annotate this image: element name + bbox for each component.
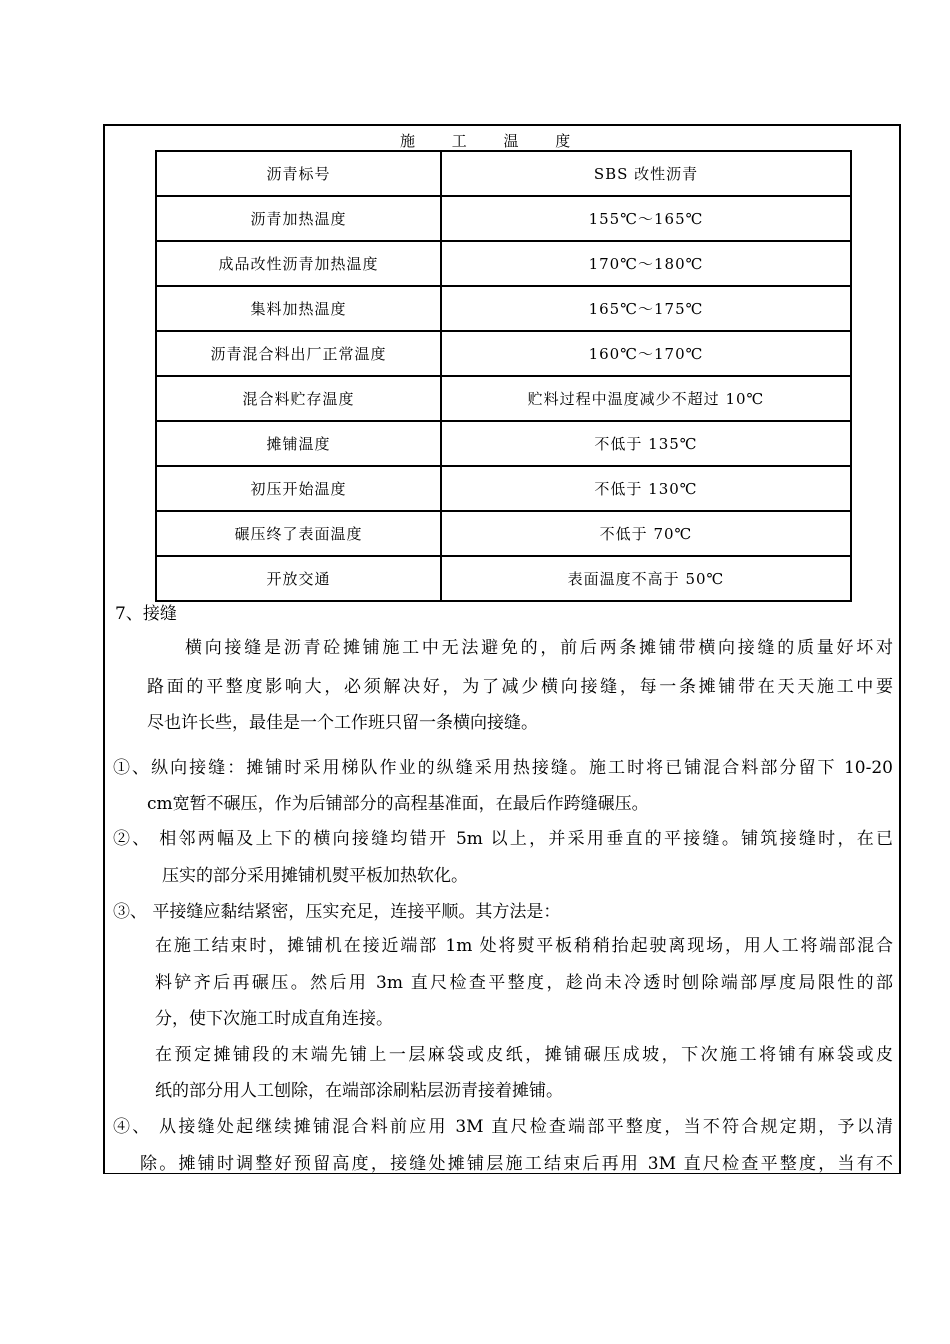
temperature-row [156, 286, 851, 331]
item-2-line: ②、 相邻两幅及上下的横向接缝均错开 5m 以上，并采用垂直的平接缝。铺筑接缝时，在已 [113, 829, 893, 849]
row-value: 不低于 135℃ [441, 421, 851, 466]
row-value: SBS 改性沥青 [441, 151, 851, 196]
row-value: 贮料过程中温度减少不超过 10℃ [441, 376, 851, 421]
intro-line: 尽也许长些，最佳是一个工作班只留一条横向接缝。 [147, 713, 538, 733]
temperature-row [156, 376, 851, 421]
temperature-row [156, 331, 851, 376]
table-caption: 施 工 温 度 [400, 132, 587, 150]
row-value: 170℃～180℃ [441, 241, 851, 286]
row-label: 沥青混合料出厂正常温度 [156, 331, 441, 376]
temperature-row [156, 421, 851, 466]
intro-line: 路面的平整度影响大，必须解决好，为了减少横向接缝，每一条摊铺带在天天施工中要 [147, 677, 893, 697]
row-label: 成品改性沥青加热温度 [156, 241, 441, 286]
row-value: 不低于 130℃ [441, 466, 851, 511]
item-3-line: 分，使下次施工时成直角连接。 [155, 1009, 393, 1029]
row-label: 混合料贮存温度 [156, 376, 441, 421]
intro-line: 横向接缝是沥青砼摊铺施工中无法避免的，前后两条摊铺带横向接缝的质量好坏对 [185, 638, 893, 658]
temperature-row [156, 151, 851, 196]
row-label: 碾压终了表面温度 [156, 511, 441, 556]
item-3-line: ③、 平接缝应黏结紧密，压实充足，连接平顺。其方法是： [113, 902, 561, 922]
row-value: 165℃～175℃ [441, 286, 851, 331]
row-label: 初压开始温度 [156, 466, 441, 511]
row-label: 集料加热温度 [156, 286, 441, 331]
temperature-row [156, 241, 851, 286]
temperature-row [156, 466, 851, 511]
item-1-line: cm宽暂不碾压，作为后铺部分的高程基准面，在最后作跨缝碾压。 [147, 794, 649, 814]
item-3-line: 纸的部分用人工刨除，在端部涂刷粘层沥青接着摊铺。 [155, 1081, 563, 1101]
temperature-table [155, 150, 852, 602]
row-label: 摊铺温度 [156, 421, 441, 466]
item-4-line: 除。摊铺时调整好预留高度，接缝处摊铺层施工结束后再用 3M 直尺检查平整度，当有不 [140, 1154, 893, 1174]
row-value: 表面温度不高于 50℃ [441, 556, 851, 601]
item-1-line: ①、纵向接缝：摊铺时采用梯队作业的纵缝采用热接缝。施工时将已铺混合料部分留下 10-20 [113, 758, 893, 778]
item-3-line: 在施工结束时，摊铺机在接近端部 1m 处将熨平板稍稍抬起驶离现场，用人工将端部混合 [155, 936, 893, 956]
row-label: 沥青加热温度 [156, 196, 441, 241]
row-label: 沥青标号 [156, 151, 441, 196]
temperature-row [156, 556, 851, 601]
item-4-line: ④、 从接缝处起继续摊铺混合料前应用 3M 直尺检查端部平整度，当不符合规定期，予以清 [113, 1117, 893, 1137]
item-2-line: 压实的部分采用摊铺机熨平板加热软化。 [162, 866, 468, 886]
temperature-row [156, 196, 851, 241]
section-heading: 7、接缝 [115, 604, 177, 624]
row-value: 160℃～170℃ [441, 331, 851, 376]
temperature-row [156, 511, 851, 556]
item-3-line: 料铲齐后再碾压。然后用 3m 直尺检查平整度，趁尚未冷透时刨除端部厚度局限性的部 [155, 973, 893, 993]
row-value: 155℃～165℃ [441, 196, 851, 241]
item-3-line: 在预定摊铺段的末端先铺上一层麻袋或皮纸，摊铺碾压成坡，下次施工将铺有麻袋或皮 [155, 1045, 893, 1065]
row-label: 开放交通 [156, 556, 441, 601]
row-value: 不低于 70℃ [441, 511, 851, 556]
